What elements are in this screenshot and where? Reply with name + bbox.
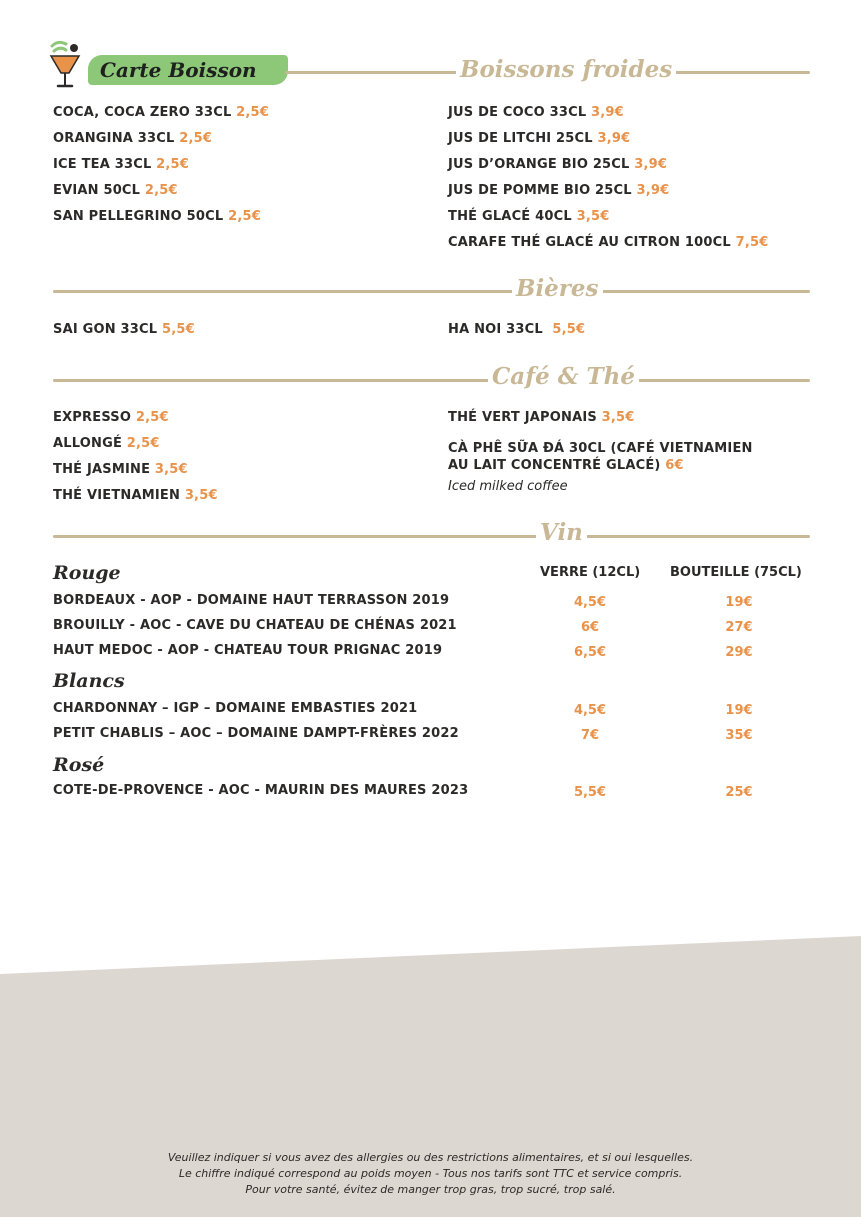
coffee-item bbox=[53, 410, 169, 425]
coffee-item bbox=[53, 488, 218, 503]
footer-price-notice: Le chiffre indiqué correspond au poids moyen - Tous nos tarifs sont TTC et service compris. bbox=[178, 1167, 683, 1180]
item-price: 3,9€ bbox=[591, 105, 624, 120]
coffee-item-the-vert: THÉ VERT JAPONAIS 3,5€ bbox=[448, 410, 635, 425]
item-price: 3,5€ bbox=[154, 462, 188, 477]
wine-column-bottle: BOUTEILLE (75CL) bbox=[670, 565, 802, 580]
item-name: JUS DE POMME BIO 25CL bbox=[448, 183, 632, 198]
wine-name: BORDEAUX - AOP - DOMAINE HAUT TERRASSON 2019 bbox=[53, 593, 450, 608]
item-name: CARAFE THÉ GLACÉ AU CITRON 100CL bbox=[448, 235, 731, 250]
section-title-cold: Boissons froides bbox=[456, 55, 676, 85]
wine-bottle-price: 35€ bbox=[725, 728, 753, 743]
item-name: JUS DE COCO 33CL bbox=[448, 105, 587, 120]
coffee-item-caphe-line1: CÀ PHÊ SỮA ĐÁ 30CL (CAFÉ VIETNAMIEN bbox=[448, 441, 753, 456]
item-price: 2,5€ bbox=[156, 157, 190, 172]
wine-column-glass: VERRE (12CL) bbox=[540, 565, 641, 580]
item-name: ORANGINA 33CL bbox=[53, 131, 175, 146]
wine-glass-price: 4,5€ bbox=[573, 595, 607, 610]
item-name: THÉ JASMINE bbox=[53, 462, 151, 477]
item-price: 3,9€ bbox=[636, 183, 670, 198]
section-title-coffee: Café & Thé bbox=[488, 362, 639, 392]
item-price: 2,5€ bbox=[135, 410, 169, 425]
cold-drink-item bbox=[448, 105, 624, 120]
section-divider-wine bbox=[53, 535, 810, 538]
item-name: COCA, COCA ZERO 33CL bbox=[53, 105, 232, 120]
wine-category-rose: Rosé bbox=[53, 754, 105, 776]
item-name: EVIAN 50CL bbox=[53, 183, 141, 198]
cold-drink-item bbox=[53, 105, 269, 120]
cold-drink-item bbox=[53, 157, 189, 172]
item-name: ALLONGÉ bbox=[53, 436, 123, 451]
item-name: JUS DE LITCHI 25CL bbox=[448, 131, 593, 146]
item-name: SAN PELLEGRINO 50CL bbox=[53, 209, 224, 224]
wine-glass-price: 5,5€ bbox=[573, 785, 607, 800]
wine-bottle-price: 29€ bbox=[725, 645, 753, 660]
beer-item-hanoi: HA NOI 33CL 5,5€ bbox=[448, 322, 586, 337]
section-divider-beers bbox=[53, 290, 810, 293]
wine-bottle-price: 19€ bbox=[725, 595, 753, 610]
item-price: 2,5€ bbox=[144, 183, 178, 198]
item-name: ICE TEA 33CL bbox=[53, 157, 152, 172]
wine-name: COTE-DE-PROVENCE - AOC - MAURIN DES MAURES 2023 bbox=[53, 783, 469, 798]
header-badge-label: Carte Boisson bbox=[100, 58, 257, 82]
item-price: 7,5€ bbox=[735, 235, 769, 250]
item-price: 3,5€ bbox=[576, 209, 610, 224]
item-price: 2,5€ bbox=[228, 209, 261, 224]
wine-category-rouge: Rouge bbox=[53, 562, 121, 584]
item-name: THÉ VIETNAMIEN bbox=[53, 488, 181, 503]
coffee-item bbox=[53, 462, 188, 477]
cold-drink-item bbox=[448, 157, 667, 172]
item-name: JUS D’ORANGE BIO 25CL bbox=[448, 157, 630, 172]
item-price: 2,5€ bbox=[126, 436, 160, 451]
wine-bottle-price: 19€ bbox=[725, 703, 753, 718]
wine-category-blancs: Blancs bbox=[53, 670, 125, 692]
footer-allergy-notice: Veuillez indiquer si vous avez des allergies ou des restrictions alimentaires, et si oui lesquelles. bbox=[167, 1151, 694, 1164]
logo bbox=[46, 40, 86, 92]
wine-bottle-price: 25€ bbox=[725, 785, 753, 800]
footer-health-notice: Pour votre santé, évitez de manger trop gras, trop sucré, trop salé. bbox=[245, 1183, 616, 1196]
item-name: THÉ GLACÉ 40CL bbox=[448, 209, 572, 224]
wine-glass-price: 7€ bbox=[580, 728, 600, 743]
section-divider-coffee bbox=[53, 379, 810, 382]
wine-glass-price: 6,5€ bbox=[573, 645, 607, 660]
item-name: EXPRESSO bbox=[53, 410, 132, 425]
section-title-beers: Bières bbox=[512, 274, 603, 304]
coffee-item-caphe-note: Iced milked coffee bbox=[448, 479, 568, 494]
cocktail-glass-icon bbox=[46, 40, 86, 92]
cold-drink-item bbox=[53, 209, 261, 224]
coffee-item-caphe-line2: AU LAIT CONCENTRÉ GLACÉ) 6€ bbox=[448, 458, 684, 473]
wine-name: PETIT CHABLIS – AOC – DOMAINE DAMPT-FRÈRES 2022 bbox=[53, 726, 459, 741]
beer-item-saigon: SAI GON 33CL 5,5€ bbox=[53, 322, 195, 337]
item-price: 3,9€ bbox=[597, 131, 631, 146]
wine-glass-price: 6€ bbox=[580, 620, 600, 635]
cold-drink-item bbox=[53, 131, 212, 146]
item-price: 3,5€ bbox=[184, 488, 218, 503]
wine-name: HAUT MEDOC - AOP - CHATEAU TOUR PRIGNAC 2019 bbox=[53, 643, 443, 658]
wine-glass-price: 4,5€ bbox=[573, 703, 607, 718]
wine-bottle-price: 27€ bbox=[725, 620, 753, 635]
cold-drink-item bbox=[448, 183, 669, 198]
item-price: 2,5€ bbox=[179, 131, 213, 146]
item-price: 2,5€ bbox=[236, 105, 270, 120]
cold-drink-item bbox=[53, 183, 178, 198]
cold-drink-item bbox=[448, 131, 630, 146]
item-price: 3,9€ bbox=[634, 157, 668, 172]
coffee-item bbox=[53, 436, 160, 451]
wine-name: BROUILLY - AOC - CAVE DU CHATEAU DE CHÉNAS 2021 bbox=[53, 618, 457, 633]
section-title-wine: Vin bbox=[536, 518, 587, 548]
cold-drink-item bbox=[448, 235, 769, 250]
cold-drink-item bbox=[448, 209, 609, 224]
wine-name: CHARDONNAY – IGP – DOMAINE EMBASTIES 2021 bbox=[53, 701, 418, 716]
